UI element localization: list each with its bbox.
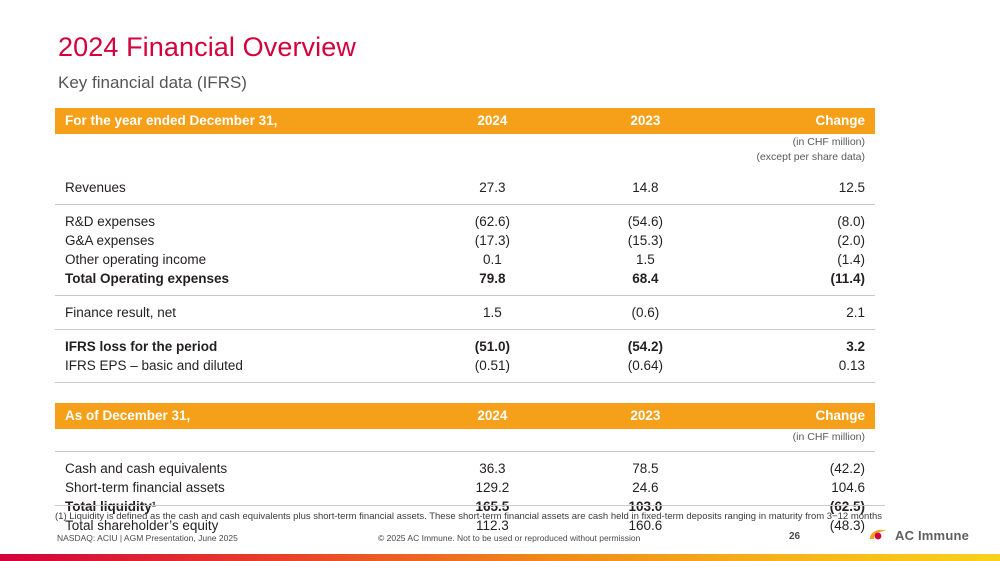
row-2024: (17.3) [474,233,511,249]
row-change: 2.1 [846,305,865,321]
units-row-1 [55,429,875,444]
row-2023: 1.5 [636,252,655,268]
header-2024: 2024 [416,108,569,134]
company-logo [868,527,969,543]
row-2023: 68.4 [632,271,659,287]
row-2023: (15.3) [627,233,664,249]
row-2023: (0.6) [631,305,660,321]
row-2024: 112.3 [476,518,509,534]
ac-immune-mark-icon [868,527,890,543]
row-label: Total Operating expenses [65,271,230,287]
page-number: 26 [789,531,801,542]
spacer [55,164,875,178]
row-label: Finance result, net [65,305,177,321]
row-change: (2.0) [837,233,865,249]
income-statement-table [55,108,875,383]
row-change: (48.3) [829,518,865,534]
page-title: 2024 Financial Overview [58,32,356,62]
spacer [55,205,875,213]
row-change: 12.5 [838,180,865,196]
table-row-total [55,337,875,356]
row-label: Short-term financial assets [65,480,225,496]
row-change: (8.0) [837,214,865,230]
header-2024: 2024 [416,403,569,429]
row-label: G&A expenses [65,233,155,249]
footer-copyright: © 2025 AC Immune. Not to be used or reproduced without permission [378,533,641,543]
row-2024: 79.8 [479,271,506,287]
spacer [55,296,875,304]
row-2023: 78.5 [632,461,659,477]
table-row-total [55,269,875,288]
row-2024: 1.5 [483,305,502,321]
table-header-row [55,108,875,134]
row-change: 3.2 [846,339,865,355]
row-2024: 27.3 [479,180,506,196]
table-row [55,231,875,250]
spacer [55,452,875,460]
units-row-1 [55,134,875,149]
row-2023: 14.8 [632,180,659,196]
spacer [55,197,875,204]
table-header-row [55,403,875,429]
footnote: (1) Liquidity is defined as the cash and cash equivalents plus short-term financial assets. These short-term financial assets are cash held in fixed-term deposits ranging in maturity from 3−12 months [55,505,885,522]
header-period-label: As of December 31, [55,403,416,429]
page-subtitle: Key financial data (IFRS) [58,73,247,92]
row-label: Total shareholder’s equity [65,518,219,534]
financial-tables [55,108,875,535]
row-2024: 0.1 [483,252,502,268]
row-change: 104.6 [831,480,865,496]
row-2024: 165.5 [475,499,510,515]
unit-line-1: (in CHF million) [792,136,865,148]
row-2023: (54.6) [627,214,664,230]
row-2023: (0.64) [627,358,664,374]
spacer [55,322,875,329]
table-row [55,356,875,375]
row-label: Other operating income [65,252,207,268]
spacer [55,288,875,295]
table-row [55,478,875,497]
row-2023: (54.2) [627,339,664,355]
row-2023: 160.6 [628,518,663,534]
row-label: Total liquidity¹ [65,499,157,515]
unit-line-1: (in CHF million) [792,431,865,444]
row-2023: 24.6 [632,480,659,496]
table-row [55,178,875,197]
row-label: Revenues [65,180,126,196]
row-change: (11.4) [830,271,865,287]
header-2023: 2023 [569,108,722,134]
header-period-label: For the year ended December 31, [55,108,416,134]
footer-left-text: NASDAQ: ACIU | AGM Presentation, June 2025 [57,533,238,543]
row-2024: 129.2 [475,480,510,496]
units-row-2 [55,149,875,164]
header-change: Change [722,108,875,134]
unit-line-2: (except per share data) [756,151,865,164]
row-2023: 103.0 [628,499,663,515]
row-2024: (0.51) [474,358,511,374]
table-row [55,459,875,478]
row-change: 0.13 [838,358,865,374]
row-change: (1.4) [837,252,865,268]
spacer [55,330,875,338]
row-label: R&D expenses [65,214,156,230]
spacer [55,444,875,451]
table-row [55,250,875,269]
table-row [55,212,875,231]
header-change: Change [722,403,875,429]
row-label: IFRS EPS – basic and diluted [65,358,243,374]
row-2024: 36.3 [479,461,506,477]
row-label: IFRS loss for the period [65,339,218,355]
spacer [55,375,875,382]
row-label: Cash and cash equivalents [65,461,228,477]
row-2024: (51.0) [474,339,511,355]
row-2024: (62.6) [474,214,511,230]
row-change: (42.2) [829,461,865,477]
header-2023: 2023 [569,403,722,429]
row-change: (62.5) [829,499,865,515]
logo-text: AC Immune [895,527,970,543]
table-row [55,303,875,322]
bottom-accent-bar [0,554,1000,561]
